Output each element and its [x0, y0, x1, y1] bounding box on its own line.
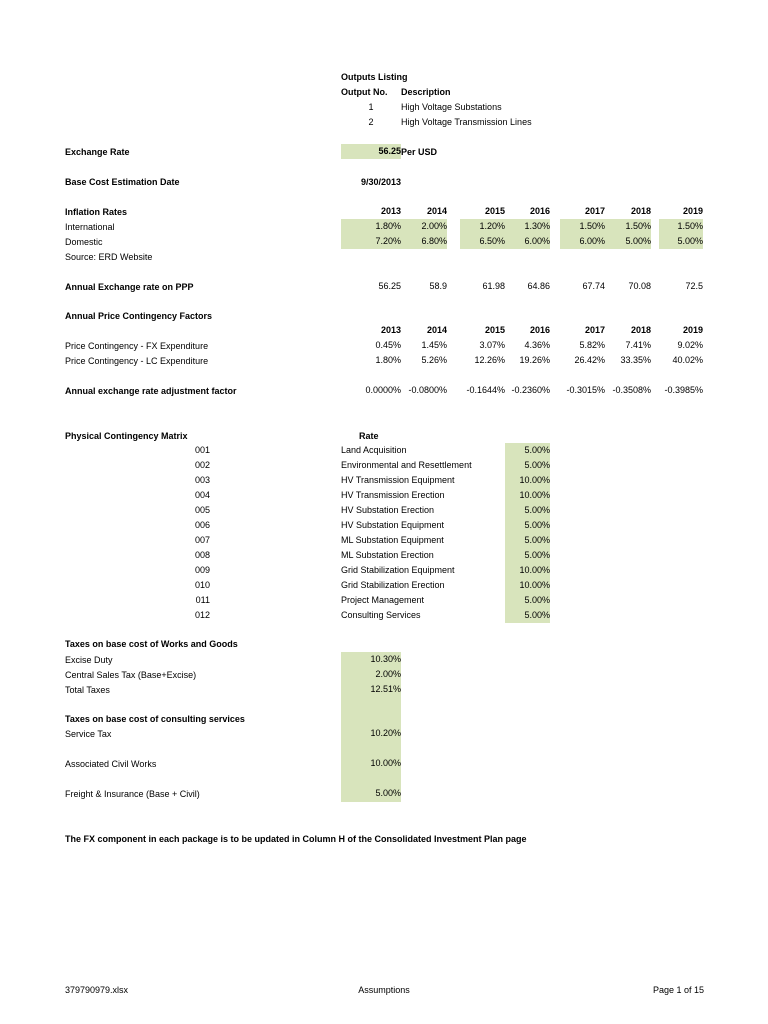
price-contingency-cell: 1.80% — [375, 355, 401, 365]
price-contingency-cell: 19.26% — [519, 355, 550, 365]
year-header: 2017 — [584, 325, 605, 335]
outputs-title: Outputs Listing — [341, 72, 408, 82]
footer-filename: 379790979.xlsx — [65, 985, 129, 995]
contingency-item: HV Substation Erection — [341, 505, 435, 515]
inflation-cell: 6.00% — [560, 234, 605, 249]
output-no: 2 — [368, 117, 374, 127]
taxes-works-label: Taxes on base cost of Works and Goods — [65, 639, 238, 649]
adjustment-cell: -0.3508% — [612, 385, 651, 395]
price-contingency-cell: 40.02% — [672, 355, 703, 365]
adjustment-cell: 0.0000% — [365, 385, 401, 395]
ppp-cell: 64.86 — [527, 281, 550, 291]
inflation-cell: 1.20% — [460, 219, 505, 234]
contingency-item: Environmental and Resettlement — [341, 460, 472, 470]
outputs-col-desc: Description — [401, 87, 451, 97]
price-contingency-cell: 5.26% — [421, 355, 447, 365]
contingency-rate: 5.00% — [505, 503, 550, 518]
adjustment-cell: -0.2360% — [511, 385, 550, 395]
contingency-code: 007 — [194, 535, 210, 545]
exchange-rate-label: Exchange Rate — [65, 147, 130, 157]
price-contingency-cell: 12.26% — [474, 355, 505, 365]
exchange-rate-value: 56.25 — [341, 144, 401, 159]
contingency-rate: 5.00% — [505, 548, 550, 563]
inflation-row-label: Domestic — [65, 237, 103, 247]
output-no: 1 — [368, 102, 374, 112]
inflation-cell: 7.20% — [341, 234, 401, 249]
output-desc: High Voltage Substations — [401, 102, 502, 112]
contingency-code: 001 — [194, 445, 210, 455]
base-date-label: Base Cost Estimation Date — [65, 177, 180, 187]
year-header: 2013 — [380, 325, 401, 335]
price-contingency-cell: 0.45% — [375, 340, 401, 350]
price-contingency-cell: 33.35% — [620, 355, 651, 365]
inflation-label: Inflation Rates — [65, 207, 128, 217]
footer-sheet: Assumptions — [358, 985, 410, 995]
freight-label: Freight & Insurance (Base + Civil) — [65, 789, 200, 799]
contingency-item: HV Transmission Erection — [341, 490, 445, 500]
contingency-code: 006 — [194, 520, 210, 530]
year-header: 2018 — [630, 206, 651, 216]
ppp-label: Annual Exchange rate on PPP — [65, 282, 194, 292]
ppp-cell: 61.98 — [482, 281, 505, 291]
physical-rate-header: Rate — [359, 431, 379, 441]
contingency-code: 004 — [194, 490, 210, 500]
contingency-rate: 5.00% — [505, 608, 550, 623]
price-contingency-label: Annual Price Contingency Factors — [65, 311, 213, 321]
year-header: 2013 — [380, 206, 401, 216]
contingency-code: 010 — [194, 580, 210, 590]
year-header: 2017 — [584, 206, 605, 216]
inflation-cell: 1.50% — [560, 219, 605, 234]
price-contingency-row-label: Price Contingency - LC Expenditure — [65, 356, 209, 366]
contingency-item: ML Substation Equipment — [341, 535, 444, 545]
adjustment-cell: -0.0800% — [408, 385, 447, 395]
freight-value: 5.00% — [341, 786, 401, 802]
contingency-code: 009 — [194, 565, 210, 575]
contingency-code: 012 — [194, 610, 210, 620]
adjustment-cell: -0.3015% — [566, 385, 605, 395]
inflation-cell: 5.00% — [659, 234, 703, 249]
contingency-rate: 5.00% — [505, 443, 550, 458]
price-contingency-row-label: Price Contingency - FX Expenditure — [65, 341, 209, 351]
inflation-source: Source: ERD Website — [65, 252, 153, 262]
year-header: 2015 — [484, 206, 505, 216]
tax-label: Total Taxes — [65, 685, 110, 695]
contingency-rate: 5.00% — [505, 593, 550, 608]
input-fill — [341, 772, 401, 787]
contingency-rate: 5.00% — [505, 458, 550, 473]
price-contingency-cell: 7.41% — [625, 340, 651, 350]
price-contingency-cell: 4.36% — [524, 340, 550, 350]
year-header: 2016 — [529, 325, 550, 335]
tax-label: Excise Duty — [65, 655, 113, 665]
inflation-cell: 1.80% — [341, 219, 401, 234]
base-date-value: 9/30/2013 — [360, 177, 401, 187]
civil-value: 10.00% — [341, 756, 401, 772]
physical-contingency-label: Physical Contingency Matrix — [65, 431, 188, 441]
inflation-cell: 6.00% — [505, 234, 550, 249]
input-fill — [341, 742, 401, 757]
adjustment-label: Annual exchange rate adjustment factor — [65, 386, 237, 396]
price-contingency-cell: 5.82% — [579, 340, 605, 350]
adjustment-cell: -0.3985% — [664, 385, 703, 395]
contingency-rate: 10.00% — [505, 473, 550, 488]
fx-note: The FX component in each package is to be updated in Column H of the Consolidated Investment Plan page — [65, 834, 527, 844]
inflation-cell: 6.80% — [401, 234, 447, 249]
tax-label: Service Tax — [65, 729, 112, 739]
ppp-cell: 56.25 — [378, 281, 401, 291]
inflation-cell: 6.50% — [460, 234, 505, 249]
output-desc: High Voltage Transmission Lines — [401, 117, 532, 127]
contingency-item: HV Substation Equipment — [341, 520, 445, 530]
inflation-cell: 1.50% — [605, 219, 651, 234]
contingency-item: Land Acquisition — [341, 445, 407, 455]
contingency-item: Consulting Services — [341, 610, 421, 620]
contingency-item: Project Management — [341, 595, 425, 605]
ppp-cell: 58.9 — [429, 281, 447, 291]
ppp-cell: 70.08 — [628, 281, 651, 291]
taxes-consulting-label: Taxes on base cost of consulting services — [65, 714, 245, 724]
year-header: 2016 — [529, 206, 550, 216]
year-header: 2015 — [484, 325, 505, 335]
contingency-rate: 5.00% — [505, 518, 550, 533]
price-contingency-cell: 1.45% — [421, 340, 447, 350]
contingency-code: 003 — [194, 475, 210, 485]
contingency-code: 005 — [194, 505, 210, 515]
price-contingency-cell: 3.07% — [479, 340, 505, 350]
tax-label: Central Sales Tax (Base+Excise) — [65, 670, 197, 680]
contingency-item: HV Transmission Equipment — [341, 475, 455, 485]
tax-value: 10.20% — [341, 726, 401, 742]
adjustment-cell: -0.1644% — [466, 385, 505, 395]
ppp-cell: 67.74 — [582, 281, 605, 291]
price-contingency-cell: 9.02% — [677, 340, 703, 350]
civil-label: Associated Civil Works — [65, 759, 157, 769]
tax-value: 2.00% — [341, 667, 401, 682]
contingency-item: ML Substation Erection — [341, 550, 434, 560]
inflation-cell: 5.00% — [605, 234, 651, 249]
inflation-row-label: International — [65, 222, 115, 232]
contingency-code: 011 — [195, 595, 210, 605]
contingency-code: 002 — [194, 460, 210, 470]
year-header: 2019 — [682, 206, 703, 216]
contingency-rate: 5.00% — [505, 533, 550, 548]
contingency-rate: 10.00% — [505, 578, 550, 593]
contingency-rate: 10.00% — [505, 488, 550, 503]
year-header: 2019 — [682, 325, 703, 335]
year-header: 2014 — [426, 325, 447, 335]
year-header: 2014 — [426, 206, 447, 216]
price-contingency-cell: 26.42% — [574, 355, 605, 365]
inflation-cell: 1.30% — [505, 219, 550, 234]
contingency-item: Grid Stabilization Equipment — [341, 565, 455, 575]
tax-value: 10.30% — [341, 652, 401, 667]
inflation-cell: 1.50% — [659, 219, 703, 234]
tax-value: 12.51% — [341, 682, 401, 697]
contingency-item: Grid Stabilization Erection — [341, 580, 445, 590]
contingency-rate: 10.00% — [505, 563, 550, 578]
ppp-cell: 72.5 — [685, 281, 703, 291]
footer-page: Page 1 of 15 — [652, 985, 704, 995]
contingency-code: 008 — [194, 550, 210, 560]
outputs-col-no: Output No. — [341, 87, 388, 97]
inflation-cell: 2.00% — [401, 219, 447, 234]
year-header: 2018 — [630, 325, 651, 335]
input-fill — [341, 697, 401, 727]
exchange-rate-unit: Per USD — [401, 147, 438, 157]
